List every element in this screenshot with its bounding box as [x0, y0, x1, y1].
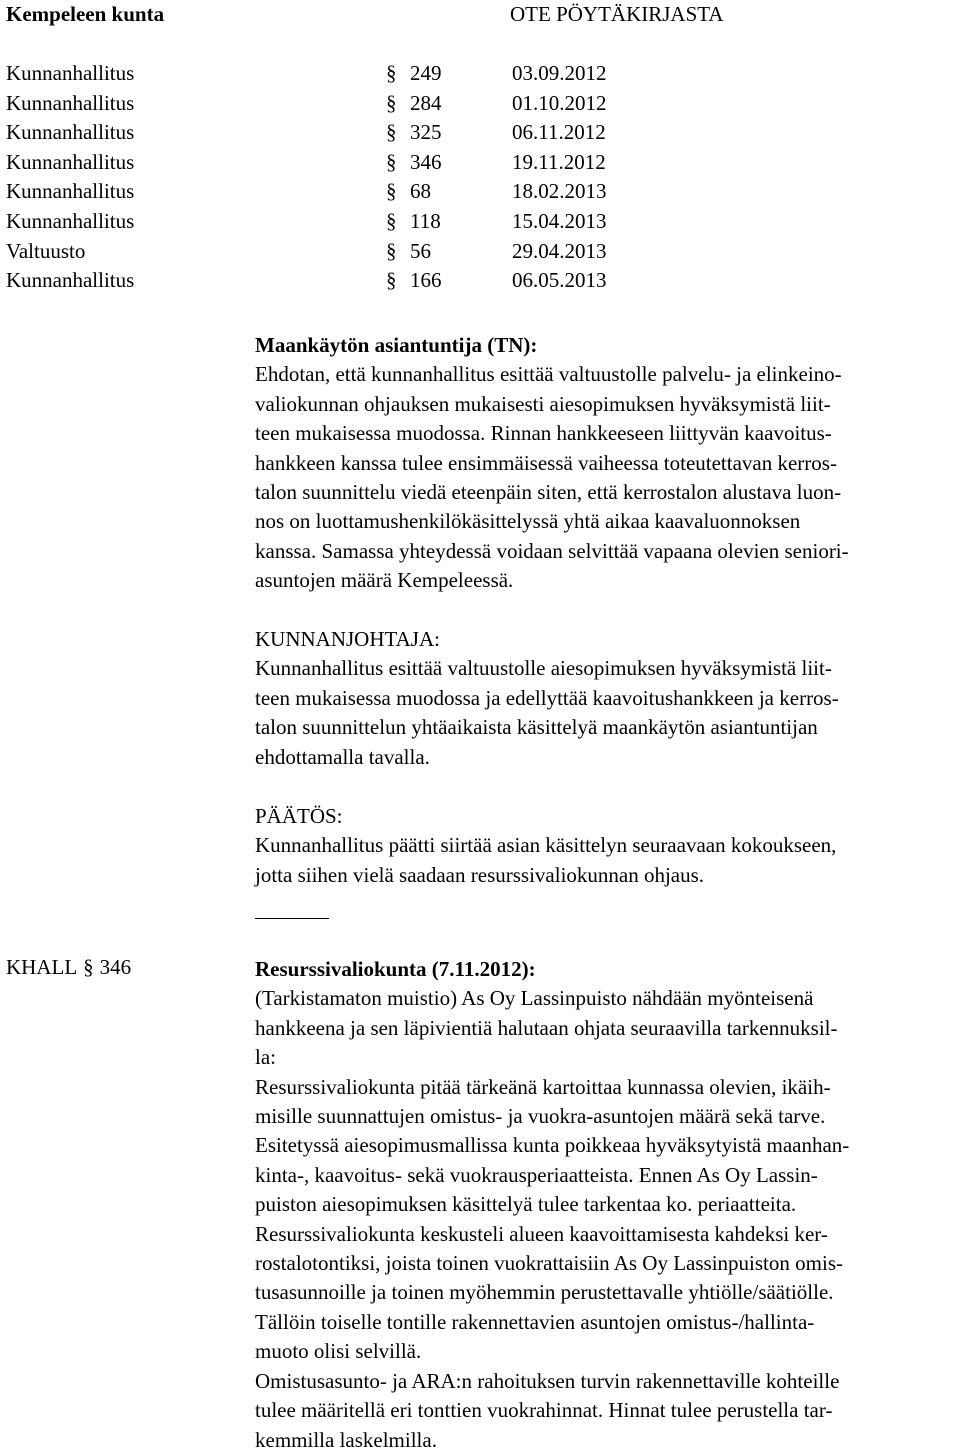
reference-row	[6, 239, 806, 269]
expert-statement	[255, 331, 955, 596]
text-line: Omistusasunto- ja ARA:n rahoituksen turvin rakennettaville kohteille	[255, 1368, 840, 1393]
municipality-name: Kempeleen kunta	[6, 2, 165, 26]
text-line: rostalotontiksi, joista toinen vuokrattaisiin As Oy Lassinpuiston omis-	[255, 1251, 843, 1276]
decision-section	[255, 802, 955, 890]
reference-organ: Kunnanhallitus	[6, 149, 135, 174]
reference-row	[6, 209, 806, 239]
text-line: ehdottamalla tavalla.	[255, 744, 430, 769]
reference-number: 56	[410, 238, 431, 263]
text-line: puiston aiesopimuksen käsittelyä tulee tarkentaa ko. periaatteita.	[255, 1192, 797, 1217]
section-icon: §	[386, 209, 397, 233]
reference-date: 01.10.2012	[512, 90, 607, 115]
text-line: la:	[255, 1045, 276, 1070]
reference-organ: Kunnanhallitus	[6, 61, 135, 85]
reference-row	[6, 91, 806, 121]
text-line: valiokunnan ohjauksen mukaisesti aiesopimuksen hyväksymistä liit-	[255, 391, 831, 416]
text-line: Ehdotan, että kunnanhallitus esittää valtuustolle palvelu- ja elinkeino-	[255, 362, 842, 387]
section-icon: §	[386, 120, 397, 145]
text-line: kinta-, kaavoitus- sekä vuokrausperiaatteista. Ennen As Oy Lassin-	[255, 1162, 818, 1187]
reference-organ: Valtuusto	[6, 238, 86, 263]
text-line: kemmilla laskelmilla.	[255, 1427, 437, 1452]
divider-line	[255, 918, 329, 919]
reference-number: 118	[410, 209, 441, 233]
text-line: nos on luottamushenkilökäsittelyssä yhtä aikaa kaavaluonnoksen	[255, 509, 801, 534]
text-line: asuntojen määrä Kempeleessä.	[255, 568, 514, 593]
text-line: jotta siihen vielä saadaan resurssivaliokunnan ohjaus.	[255, 862, 705, 887]
reference-date: 06.05.2013	[512, 268, 607, 293]
decision-heading: PÄÄTÖS:	[255, 804, 343, 828]
section-icon: §	[386, 238, 397, 263]
reference-organ: Kunnanhallitus	[6, 90, 135, 115]
text-line: tulee määritellä eri tonttien vuokrahinnat. Hinnat tulee perustella tar-	[255, 1398, 833, 1423]
section-icon: §	[386, 90, 397, 115]
text-line: Kunnanhallitus esittää valtuustolle aiesopimuksen hyväksymistä liit-	[255, 656, 832, 681]
reference-row	[6, 120, 806, 150]
khall-number: 346	[99, 955, 132, 979]
reference-date: 03.09.2012	[512, 61, 607, 85]
text-line: (Tarkistamaton muistio) As Oy Lassinpuisto nähdään myönteisenä	[255, 986, 814, 1011]
text-line: Kunnanhallitus päätti siirtää asian käsittelyn seuraavaan kokoukseen,	[255, 833, 837, 858]
manager-heading: KUNNANJOHTAJA:	[255, 627, 440, 651]
section-icon: §	[386, 149, 397, 174]
text-line: talon suunnittelu viedä eteenpäin siten, että kerrostalon alustava luon-	[255, 480, 842, 505]
reference-number: 346	[410, 149, 442, 174]
reference-number: 249	[410, 61, 442, 85]
reference-row	[6, 61, 806, 91]
reference-organ: Kunnanhallitus	[6, 120, 135, 145]
section-icon: §	[386, 268, 397, 293]
text-line: teen mukaisessa muodossa. Rinnan hankkeeseen liittyvän kaavoitus-	[255, 421, 832, 446]
khall-reference	[6, 955, 131, 980]
text-line: Esitetyssä aiesopimusmallissa kunta poikkeaa hyväksytyistä maanhan-	[255, 1133, 850, 1158]
khall-label: KHALL	[6, 955, 78, 979]
text-line: talon suunnittelun yhtäaikaista käsittelyä maankäytön asiantuntijan	[255, 715, 818, 740]
reference-row	[6, 179, 806, 209]
text-line: tusasunnoille ja toinen myöhemmin perustettavalle yhtiölle/säätiölle.	[255, 1280, 834, 1305]
reference-organ: Kunnanhallitus	[6, 179, 135, 204]
section-icon: §	[83, 955, 94, 979]
reference-number: 284	[410, 90, 442, 115]
text-line: muoto olisi selvillä.	[255, 1339, 422, 1364]
reference-organ: Kunnanhallitus	[6, 209, 135, 233]
text-line: misille suunnattujen omistus- ja vuokra-asuntojen määrä sekä tarve.	[255, 1104, 826, 1129]
reference-number: 166	[410, 268, 442, 293]
reference-number: 325	[410, 120, 442, 145]
text-line: hankkeen kanssa tulee ensimmäisessä vaiheessa toteutettavan kerros-	[255, 450, 837, 475]
reference-date: 19.11.2012	[512, 149, 606, 174]
reference-date: 29.04.2013	[512, 238, 607, 263]
reference-row	[6, 268, 806, 298]
reference-date: 18.02.2013	[512, 179, 607, 204]
text-line: kanssa. Samassa yhteydessä voidaan selvittää vapaana olevien seniori-	[255, 538, 849, 563]
reference-date: 06.11.2012	[512, 120, 606, 145]
expert-heading: Maankäytön asiantuntija (TN):	[255, 333, 538, 357]
text-line: Resurssivaliokunta keskusteli alueen kaavoittamisesta kahdeksi ker-	[255, 1221, 828, 1246]
committee-statement	[255, 955, 955, 1455]
reference-organ: Kunnanhallitus	[6, 268, 135, 293]
committee-heading: Resurssivaliokunta (7.11.2012):	[255, 957, 536, 981]
section-icon: §	[386, 61, 397, 85]
reference-date: 15.04.2013	[512, 209, 607, 233]
reference-row	[6, 150, 806, 180]
document-type: OTE PÖYTÄKIRJASTA	[510, 2, 724, 26]
section-icon: §	[386, 179, 397, 204]
text-line: hankkeena ja sen läpivientiä halutaan ohjata seuraavilla tarkennuksil-	[255, 1015, 838, 1040]
reference-number: 68	[410, 179, 431, 204]
manager-statement	[255, 625, 955, 772]
text-line: Tällöin toiselle tontille rakennettavien asuntojen omistus-/hallinta-	[255, 1309, 815, 1334]
text-line: teen mukaisessa muodossa ja edellyttää kaavoitushankkeen ja kerros-	[255, 685, 839, 710]
text-line: Resurssivaliokunta pitää tärkeänä kartoittaa kunnassa olevien, ikäih-	[255, 1074, 831, 1099]
